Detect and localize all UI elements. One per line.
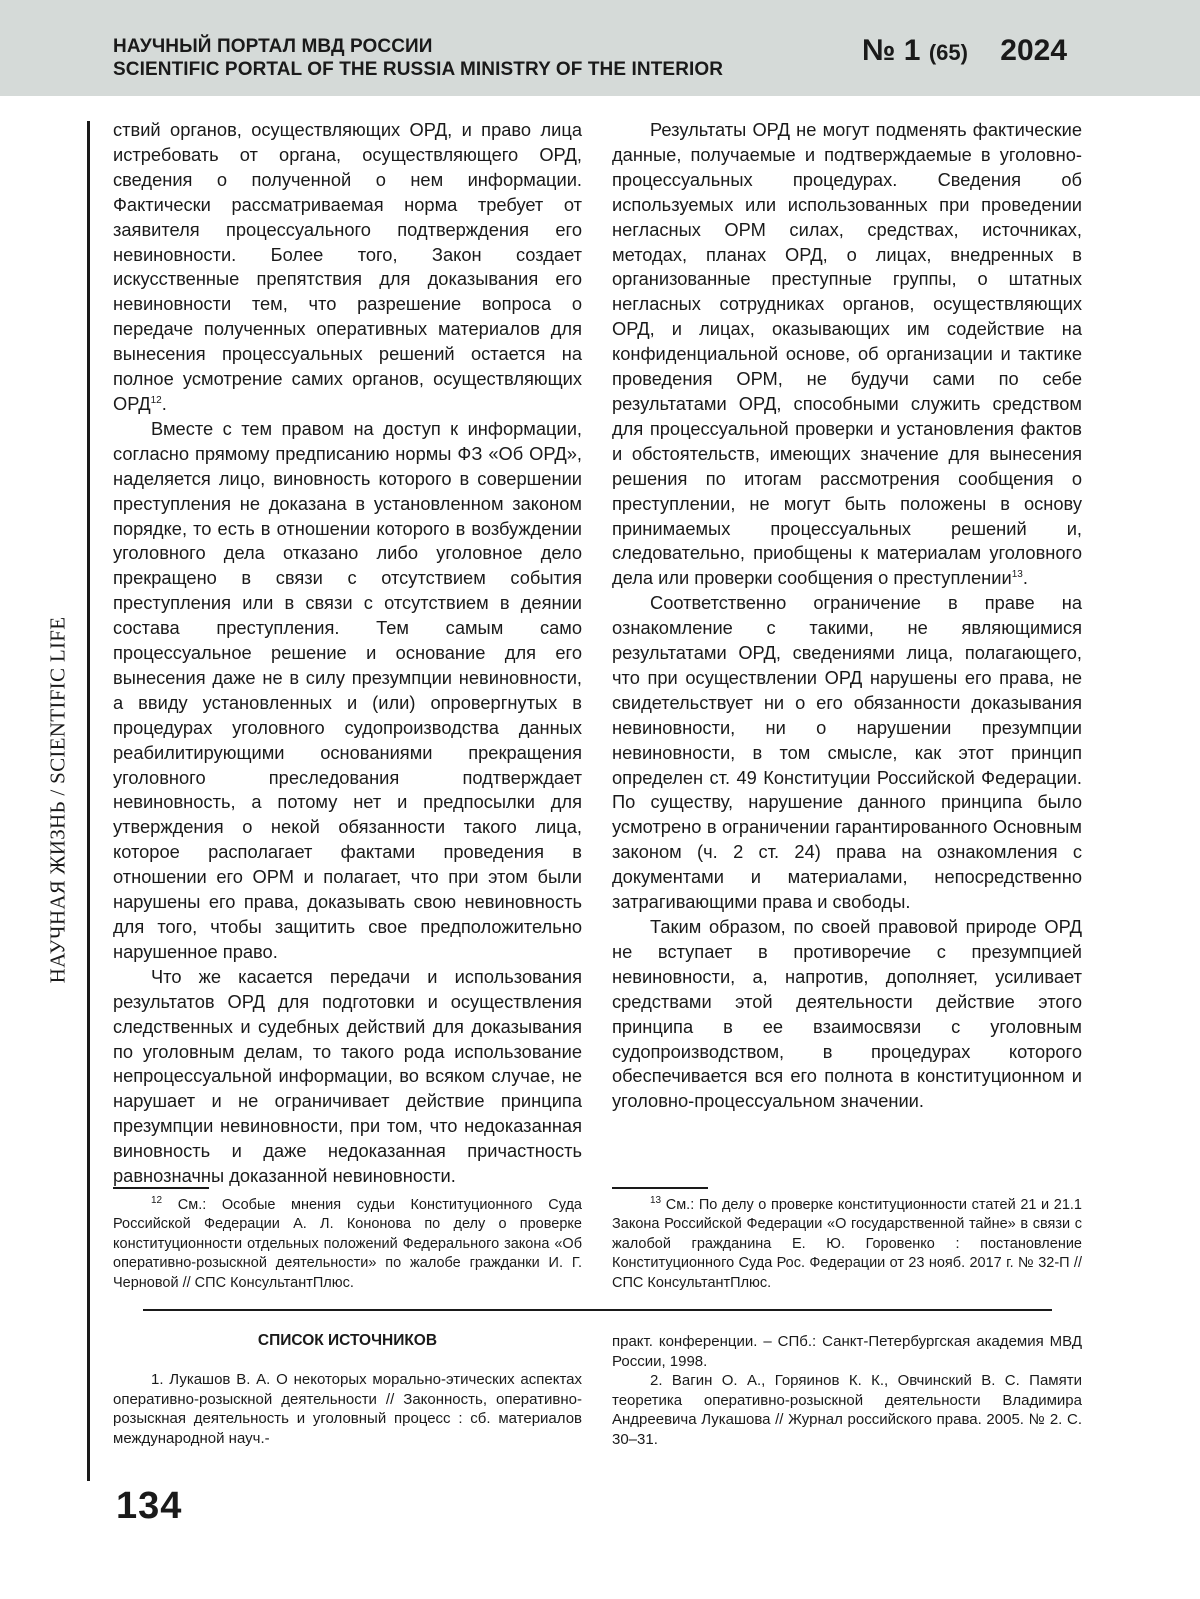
footnote-mark: 13: [650, 1195, 662, 1207]
page-number: 134: [116, 1485, 183, 1527]
paragraph: ствий органов, осуществляющих ОРД, и право лица истребовать от органа, осуществляющего ОРД, сведения о полученной о нем информации. Фактически рассматриваемая норма требует от заявителя процессуального подтверждения его невиновности. Более того, Закон создает искусственные препятствия для доказывания его невиновности тем, что разрешение вопроса о передаче полученных оперативных материалов для вынесения процессуальных решений остается на полное усмотрение самих органов, осуществляющих ОРД$^{12}$.: [113, 119, 582, 414]
issue-info: [862, 34, 1067, 68]
paragraph: Таким образом, по своей правовой природе ОРД не вступает в противоречие с презумпцией невиновности, а, напротив, дополняет, усиливает средствами этой деятельности действие этого принципа в ее взаимосвязи с уголовным судопроизводством, в процедурах которого обеспечивается вся его полнота в конституционном и уголовно-процессуальном значении.: [612, 916, 1082, 1112]
footnote-rule-right: [612, 1187, 708, 1189]
left-column: [113, 118, 582, 1189]
paragraph: Результаты ОРД не могут подменять фактические данные, получаемые и подтверждаемые в уголовно-процессуальных процедурах. Сведения об используемых или использованных при проведении негласных ОРМ силах, средствах, источниках, методах, планах ОРД, о лицах, внедренных в организованные преступные группы, о штатных негласных сотрудниках органов, осуществляющих ОРД, и лицах, оказывающих им содействие на конфиденциальной основе, об организации и тактике проведения ОРМ, не будучи сами по себе результатами ОРД, способными служить средством для процессуальной проверки и установления фактов и обстоятельств, имеющих значение для вынесения решения по итогам рассмотрения сообщения о преступлении, не могут быть положены в основу принимаемых процессуальных решений и, следовательно, приобщены к материалам уголовного дела или проверки сообщения о преступлении$^{13}$.: [612, 119, 1082, 589]
paragraph: Соответственно ограничение в праве на ознакомление с такими, не являющимися результатами ОРД, сведениями лица, полагающего, что при осуществлении ОРД нарушены его права, не свидетельствует ни о его обязанности доказывания невиновности, ни о нарушении презумпции невиновности, в том смысле, как этот принцип определен ст. 49 Конституции Российской Федерации. По существу, нарушение данного принципа было усмотрено в ограничении гарантированного Основным законом (ч. 2 ст. 24) права на ознакомления с документами и материалами, непосредственно затрагивающими права и свободы.: [612, 592, 1082, 913]
paragraph: Что же касается передачи и использования результатов ОРД для подготовки и осуществления следственных и судебных действий для доказывания по уголовным делам, то такого рода использование непроцессуальной информации, во всяком случае, не нарушает и не ограничивает действие принципа презумпции невиновности, при том, что недоказанная виновность и даже недоказанная причастность равнозначны доказанной невиновности.: [113, 965, 582, 1187]
paragraph: Вместе с тем правом на доступ к информации, согласно прямому предписанию нормы ФЗ «Об ОРД», наделяется лицо, виновность которого в совершении преступления не доказана в установленном законом порядке, то есть в отношении которого в возбуждении уголовного дела отказано либо уголовное дело прекращено в связи с отсутствием события преступления или в связи с отсутствием в деянии состава преступления. Тем самым само процессуальное решение и основание для его вынесения даже не в силу презумпции невиновности, а ввиду установленных и (или) опровергнутых в процедурах уголовного судопроизводства данных реабилитирующими основаниями прекращения уголовного преследования подтверждает невиновность, а потому нет и предпосылки для утверждения о некой обязанности такого лица, которое располагает фактами проведения в отношении его ОРМ и полагает, что при этом были нарушены его права, доказывать свою невиновность для того, чтобы защитить свое предположительно нарушенное право.: [113, 417, 582, 962]
footnote-mark: 12: [151, 1195, 163, 1207]
journal-title-ru: НАУЧНЫЙ ПОРТАЛ МВД РОССИИ: [113, 36, 433, 57]
section-rubric: НАУЧНАЯ ЖИЗНЬ / SCIENTIFIC LIFE: [45, 616, 70, 984]
footnote-ref[interactable]: 13: [1011, 569, 1023, 581]
margin-rule: [87, 121, 90, 1481]
footnote-ref[interactable]: 12: [150, 394, 162, 406]
issue-year: 2024: [1000, 34, 1068, 67]
issue-volume: (65): [928, 40, 968, 65]
references-left: [113, 1370, 582, 1448]
issue-number: № 1: [862, 34, 921, 67]
references-divider: [143, 1309, 1052, 1311]
reference-item-continuation: практ. конференции. – СПб.: Санкт-Петербургская академия МВД России, 1998.: [612, 1333, 1082, 1370]
footnote-text: См.: Особые мнения судьи Конституционного Суда Российской Федерации А. Л. Кононова по делу о проверке конституционности отдельных положений Федерального закона «Об оперативно-розыскной деятельности» по жалобе гражданки И. Г. Черновой // СПС КонсультантПлюс.: [113, 1197, 582, 1291]
journal-title-en: SCIENTIFIC PORTAL OF THE RUSSIA MINISTRY OF THE INTERIOR: [113, 59, 724, 80]
footnote-13: [612, 1196, 1082, 1293]
references-right: [612, 1332, 1082, 1450]
journal-header: [0, 0, 1200, 96]
right-column: [612, 118, 1082, 1114]
footnote-12: [113, 1196, 582, 1293]
footnote-text: См.: По делу о проверке конституционности статей 21 и 21.1 Закона Российской Федерации «О государственной тайне» в связи с жалобой гражданина Е. Ю. Горовенко : постановление Конституционного Суда Рос. Федерации от 23 нояб. 2017 г. № 32-П // СПС КонсультантПлюс.: [612, 1197, 1082, 1291]
references-title: СПИСОК ИСТОЧНИКОВ: [257, 1332, 438, 1349]
reference-item: 2. Вагин О. А., Горяинов К. К., Овчинский В. С. Памяти теоретика оперативно-розыскной деятельности Владимира Андреевича Лукашова // Журнал российского права. 2005. № 2. С. 30–31.: [612, 1372, 1082, 1448]
reference-item: 1. Лукашов В. А. О некоторых морально-этических аспектах оперативно-розыскной деятельности // Законность, оперативно-розыскная деятельность и уголовный процесс : сб. материалов международной науч.-: [113, 1371, 582, 1447]
footnote-rule-left: [113, 1187, 209, 1189]
